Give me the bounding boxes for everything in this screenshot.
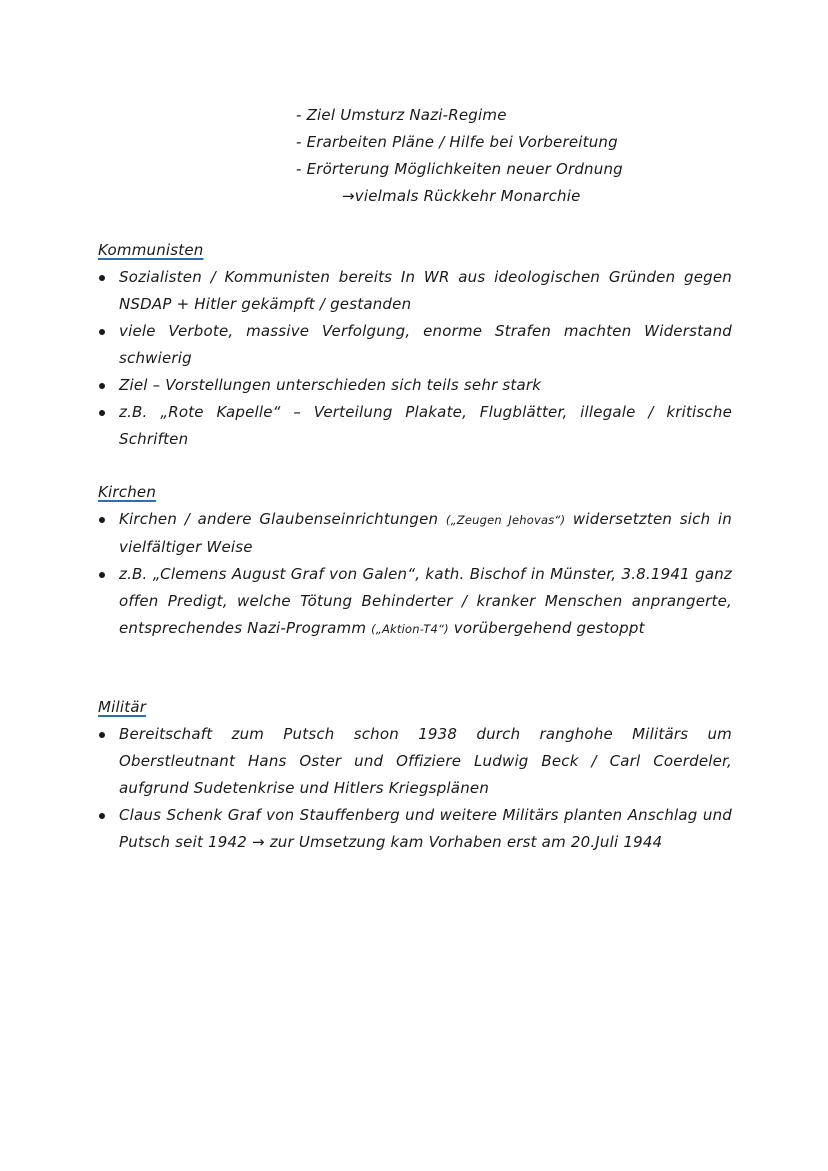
list-item [98,561,732,643]
bullet-dot-icon [99,383,105,389]
list-item-text: z.B. „Clemens August Graf von Galen“, kath. Bischof in Münster, 3.8.1941 ganz offen Predigt, welche Tötung Behinderter / kranker Menschen anprangerte, entsprechendes Nazi-Programm [119,565,732,637]
section-militaer [98,694,732,856]
bullet-list [98,506,732,643]
bullet-dot-icon [99,275,105,281]
list-item [98,399,732,453]
list-item [98,721,732,802]
section-title: Militär [98,698,147,716]
list-item-text: viele Verbote, massive Verfolgung, enorme Strafen machten Widerstand schwierig [119,322,732,367]
top-list-item: - Ziel Umsturz Nazi-Regime [296,106,507,124]
top-list-subitem: →vielmals Rückkehr Monarchie [342,187,581,205]
list-item-text: z.B. „Rote Kapelle“ – Verteilung Plakate, Flugblätter, illegale / kritische Schriften [119,403,732,448]
list-item [98,506,732,561]
list-item-text: Sozialisten / Kommunisten bereits In WR aus ideologischen Gründen gegen NSDAP + Hitler gekämpft / gestanden [119,268,732,313]
top-list-item: - Erarbeiten Pläne / Hilfe bei Vorbereitung [296,133,618,151]
list-item-text: widersetzten sich in vielfältiger Weise [119,510,733,556]
bullet-dot-icon [99,732,105,738]
list-item-text: Claus Schenk Graf von Stauffenberg und weitere Militärs planten Anschlag und Putsch seit 1942 → zur Umsetzung kam Vorhaben erst am 20.Juli 1944 [119,806,732,851]
bullet-list [98,721,732,856]
list-item [98,372,732,399]
list-item [98,264,732,318]
section-kirchen [98,479,732,643]
list-item-text: Kirchen / andere Glaubenseinrichtungen [119,510,446,528]
list-item-note: („Zeugen Jehovas“) [445,513,566,527]
list-item-text: vorübergehend gestoppt [448,619,645,637]
list-item [98,318,732,372]
section-kommunisten [98,237,732,453]
list-item [98,802,732,856]
bullet-dot-icon [99,410,105,416]
bullet-dot-icon [99,813,105,819]
bullet-dot-icon [99,329,105,335]
list-item-text: Bereitschaft zum Putsch schon 1938 durch ranghohe Militärs um Oberstleutnant Hans Oster und Offiziere Ludwig Beck / Carl Coerdeler, aufgrund Sudetenkrise und Hitlers Kriegsplänen [119,725,732,797]
section-title: Kirchen [98,483,157,501]
top-list [296,102,716,210]
bullet-dot-icon [99,517,105,523]
list-item-text: Ziel – Vorstellungen unterschieden sich teils sehr stark [119,376,542,394]
top-list-item: - Erörterung Möglichkeiten neuer Ordnung [296,160,623,178]
bullet-list [98,264,732,453]
section-title: Kommunisten [98,241,204,259]
list-item-note: („Aktion-T4“) [371,622,449,636]
bullet-dot-icon [99,572,105,578]
